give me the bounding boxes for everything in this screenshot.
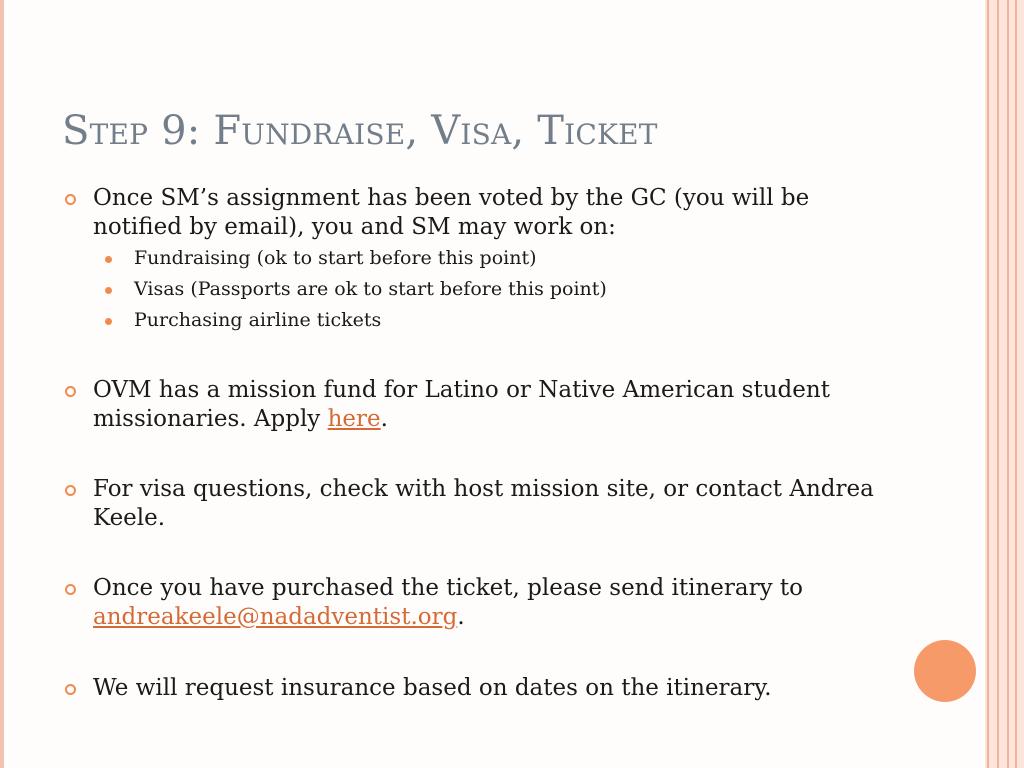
- bullet-dot-icon: [105, 287, 112, 294]
- bullet-dot-icon: [105, 318, 112, 325]
- email-link[interactable]: andreakeele@nadadventist.org: [93, 604, 458, 630]
- sub-bullet-text: Fundraising (ok to start before this point): [134, 247, 537, 269]
- bullet-list: [62, 184, 882, 703]
- mission-fund-link[interactable]: here: [327, 406, 381, 432]
- bullet-circle-icon: [65, 485, 76, 496]
- bullet-circle-icon: [65, 194, 76, 205]
- bullet-text: Once SM’s assignment has been voted by the GC (you will be notified by email), you and SM may work on:: [93, 185, 810, 240]
- bullet-circle-icon: [65, 684, 76, 695]
- sub-bullet-text: Visas (Passports are ok to start before this point): [134, 278, 607, 300]
- bullet-text: OVM has a mission fund for Latino or Native American student missionaries. Apply: [93, 377, 830, 432]
- left-border: [0, 0, 4, 768]
- right-decorative-stripes: [985, 0, 1024, 768]
- sub-bullet-text: Purchasing airline tickets: [134, 309, 382, 331]
- decorative-circle: [914, 640, 976, 702]
- bullet-text-suffix: .: [457, 604, 465, 630]
- sub-bullet-item: [62, 243, 882, 274]
- bullet-text: For visa questions, check with host mission site, or contact Andrea Keele.: [93, 476, 874, 531]
- bullet-text: We will request insurance based on dates on the itinerary.: [93, 675, 772, 701]
- bullet-dot-icon: [105, 256, 112, 263]
- bullet-text-suffix: .: [380, 406, 388, 432]
- sub-bullet-item: [62, 274, 882, 305]
- bullet-circle-icon: [65, 386, 76, 397]
- bullet-item: [62, 574, 882, 632]
- bullet-item: [62, 475, 882, 533]
- bullet-item: [62, 376, 882, 434]
- bullet-text: Once you have purchased the ticket, please send itinerary to: [93, 575, 804, 601]
- sub-bullet-item: [62, 305, 882, 336]
- bullet-item: [62, 184, 882, 242]
- bullet-circle-icon: [65, 584, 76, 595]
- bullet-item: [62, 674, 882, 703]
- slide-title: Step 9: Fundraise, Visa, Ticket: [62, 108, 658, 154]
